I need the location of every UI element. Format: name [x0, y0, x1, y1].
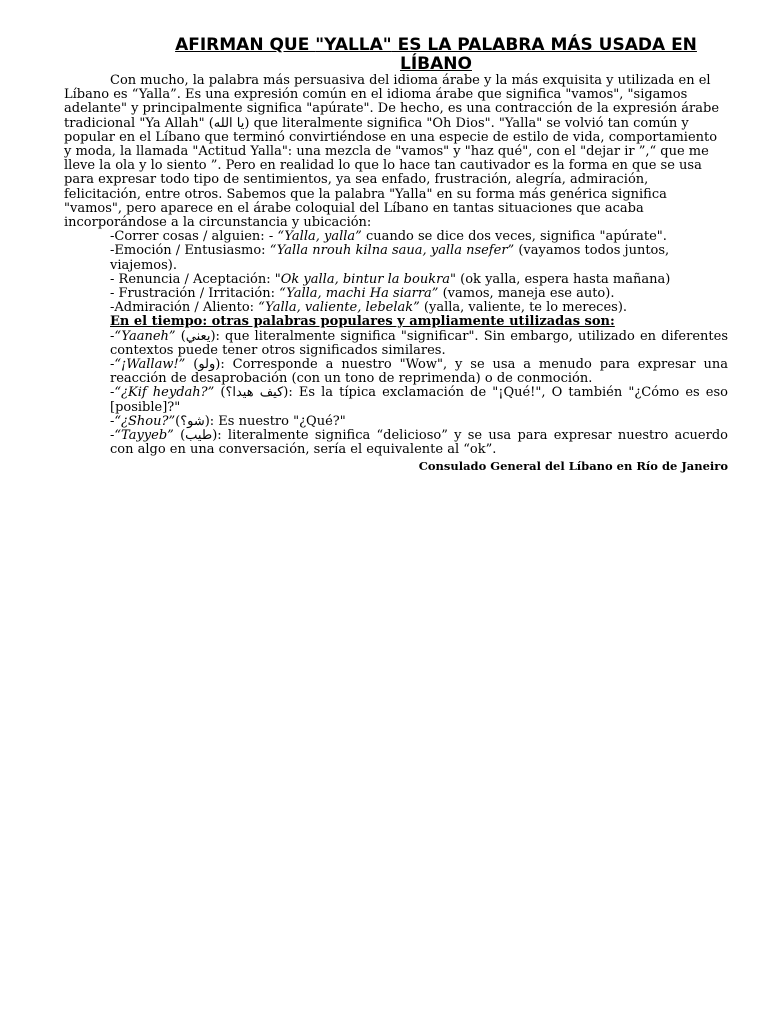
section-heading: En el tiempo: otras palabras populares y ampliamente utilizadas son: — [110, 314, 615, 330]
page-title — [144, 36, 728, 74]
signature: Consulado General del Líbano en Río de Janeiro — [418, 459, 728, 474]
list-item: -“Yaaneh” (يعني): que literalmente significa "significar". Sin embargo, utilizado en diferentes contextos puede tener otros significados similares. — [110, 328, 728, 358]
list-item: -Admiración / Aliento: “Yalla, valiente, lebelak” (yalla, valiente, te lo mereces). — [110, 300, 628, 316]
list-item: -“¡Wallaw!” (ولو): Corresponde a nuestro "Wow", y se usa a menudo para expresar una reacción de desaprobación (con un tono de reprimenda) o de conmoción. — [110, 357, 728, 387]
list-item: -Emoción / Entusiasmo: “Yalla nrouh kilna saua, yalla nsefer” (vayamos todos juntos, viajemos). — [110, 243, 670, 273]
list-item: -“¿Shou?”(شو؟): Es nuestro "¿Qué?" — [110, 413, 346, 429]
title-pre: AFIRMAN QUE — [175, 35, 316, 55]
list-item: - Renuncia / Aceptación: "Ok yalla, bintur la boukra" (ok yalla, espera hasta mañana) — [110, 271, 671, 287]
intro-paragraph: Con mucho, la palabra más persuasiva del idioma árabe y la más exquisita y utilizada en el Líbano es “Yalla”. Es una expresión común en el idioma árabe que significa "vamos", "sigamos adelante" y principalmente significa "apúrate". De hecho, es una contracción de la expresión árabe tradicional "Ya Allah" (يا الله) que literalmente significa "Oh Dios". "Yalla" se volvió tan común y popular en el Líbano que terminó convirtiéndose en una especie de estilo de vida, comportamiento y moda, la llamada "Actitud Yalla": una mezcla de "vamos" y "haz qué", con el "dejar ir ”,“ que me lleve la ola y lo siento ”. Pero en realidad lo que lo hace tan cautivador es la forma en que se usa para expresar todo tipo de sentimientos, ya sea enfado, frustración, alegría, admiración, felicitación, entre otros. Sabemos que la palabra "Yalla" en su forma más genérica significa "vamos", pero aparece en el árabe coloquial del Líbano en tantas situaciones que acaba incorporándose a la circunstancia y ubicación: — [64, 73, 720, 231]
list-item: -Correr cosas / alguien: - “Yalla, yalla” cuando se dice dos veces, significa "apúrate". — [110, 229, 667, 245]
title-post: ES LA PALABRA MÁS USADA EN LÍBANO — [391, 35, 697, 74]
title-bold: "YALLA" — [315, 35, 392, 55]
list-item: -“¿Kif heydah?” (كيف هيدا؟): Es la típica exclamación de "¡Qué!", O también "¿Cómo es eso [posible]?" — [110, 385, 728, 415]
list-item: -“Tayyeb” (طيب): literalmente significa “delicioso” y se usa para expresar nuestro acuerdo con algo en una conversación, sería el equivalente al “ok”. — [110, 428, 728, 458]
yalla-uses-list — [110, 230, 728, 457]
list-item: - Frustración / Irritación: “Yalla, machi Ha siarra” (vamos, maneja ese auto). — [110, 286, 615, 302]
document-page — [64, 36, 728, 473]
